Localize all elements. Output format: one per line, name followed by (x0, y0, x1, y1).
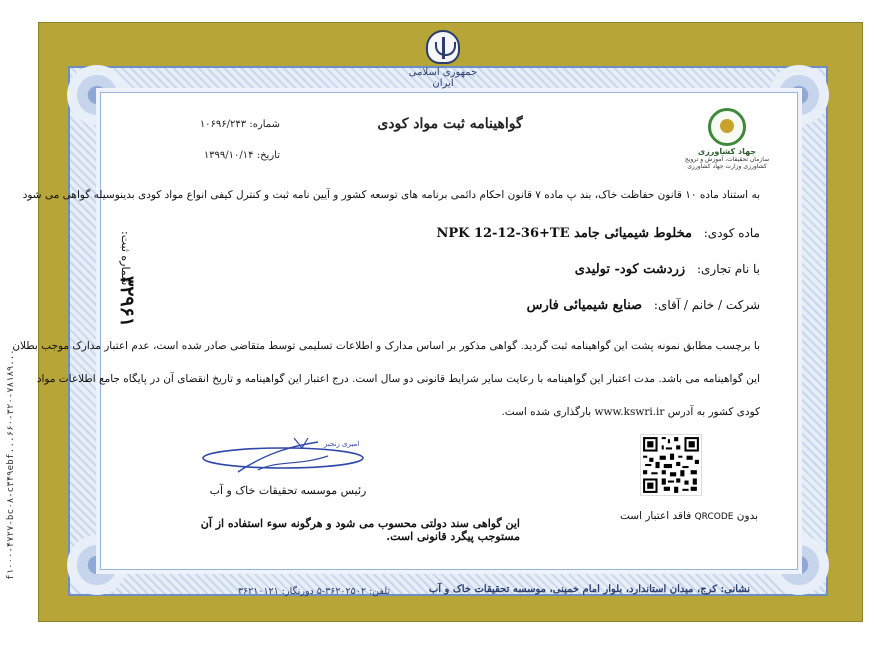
date-label: تاریخ: (256, 150, 280, 161)
material-field (436, 226, 760, 241)
footer-address: نشانی: کرج، میدان استاندارد، بلوار امام خمینی، موسسه تحقیقات خاک و آب (428, 584, 750, 595)
registration-label: شماره ثبت: (119, 230, 132, 285)
company-field (520, 298, 760, 313)
number-value: ۱۰۶۹۶/۲۴۳ (199, 119, 247, 130)
emblem-icon (426, 30, 460, 64)
qr-caption (608, 510, 758, 522)
number-label: شماره: (249, 119, 280, 130)
agriculture-logo (682, 108, 772, 171)
footer-phone: تلفن: ۳۶۲۰۲۵۰۲-۵ دورنگار: ۳۶۲۱۰۱۲۱ (237, 586, 390, 597)
qr-caption-code: QRCODE (694, 512, 734, 522)
body-line-1: با برچسب مطابق نمونه پشت این گواهینامه ثبت گردید. گواهی مذکور بر اساس مدارک و اطلاعات تسلیمی توسط متقاضی صادر شده است، عدم اعتبار مدارک موجب بطلان (12, 340, 760, 352)
side-serial-number: f۱۰۰۰-۴۷۲۷-bc۰۸-c۳۴۹ebf...۶۶۰-۳۲۰-۷۸۱۸۹... (6, 349, 16, 580)
certificate-title: گواهینامه ثبت مواد کودی (377, 116, 523, 132)
qr-code[interactable] (640, 434, 702, 496)
state-emblem (398, 30, 488, 94)
qr-caption-suffix: فاقد اعتبار است (619, 510, 692, 522)
body-line-2: این گواهینامه می باشد. مدت اعتبار این گواهینامه با رعایت سایر شرایط قانونی دو سال است. درج اعتبار این گواهینامه و تاریخ انقضای آن در پایگاه جامع اطلاعات مواد (36, 373, 760, 385)
material-value: مخلوط شیمیائی جامد NPK 12-12-36+TE (436, 226, 692, 241)
signer-title: رئیس موسسه تحقیقات خاک و آب (209, 484, 367, 497)
qr-caption-prefix: بدون (736, 510, 758, 522)
validity-note: این گواهی سند دولتی محسوب می شود و هرگونه سوء استفاده از آن مستوجب پیگرد قانونی است. (200, 517, 520, 543)
brand-field (540, 262, 760, 277)
logo-subtitle: سازمان تحقیقات، آموزش و ترویج کشاورزی وزارت جهاد کشاورزی (684, 156, 770, 171)
company-value: صنایع شیمیائی فارس (526, 298, 643, 313)
registration-number: ۳۲۹۶۱ (116, 276, 138, 328)
certificate-date (130, 150, 280, 161)
date-value: ۱۳۹۹/۱۰/۱۴ (203, 150, 254, 161)
material-label: ماده کودی: (703, 226, 760, 240)
body-line-3: کودی کشور به آدرس www.kswri.ir بارگذاری شده است. (501, 406, 760, 418)
emblem-label: جمهوری اسلامی ایران (408, 67, 478, 89)
signature-image (198, 432, 368, 482)
intro-text: به استناد ماده ۱۰ قانون حفاظت خاک، بند پ ماده ۷ قانون احکام دائمی برنامه های توسعه کشور و آیین نامه ثبت و کنترل کیفی انواع مواد کودی بدینوسیله گواهی می شود (22, 189, 760, 201)
wheat-emblem-icon (708, 108, 746, 146)
brand-label: با نام تجاری: (696, 262, 760, 276)
company-label: شرکت / خانم / آقای: (653, 298, 760, 312)
logo-name: جهاد کشاورزی (697, 147, 757, 156)
signature-name: امیری رنجبر (324, 440, 360, 448)
certificate-number (130, 119, 280, 130)
brand-value: زردشت کود- تولیدی (574, 262, 686, 277)
